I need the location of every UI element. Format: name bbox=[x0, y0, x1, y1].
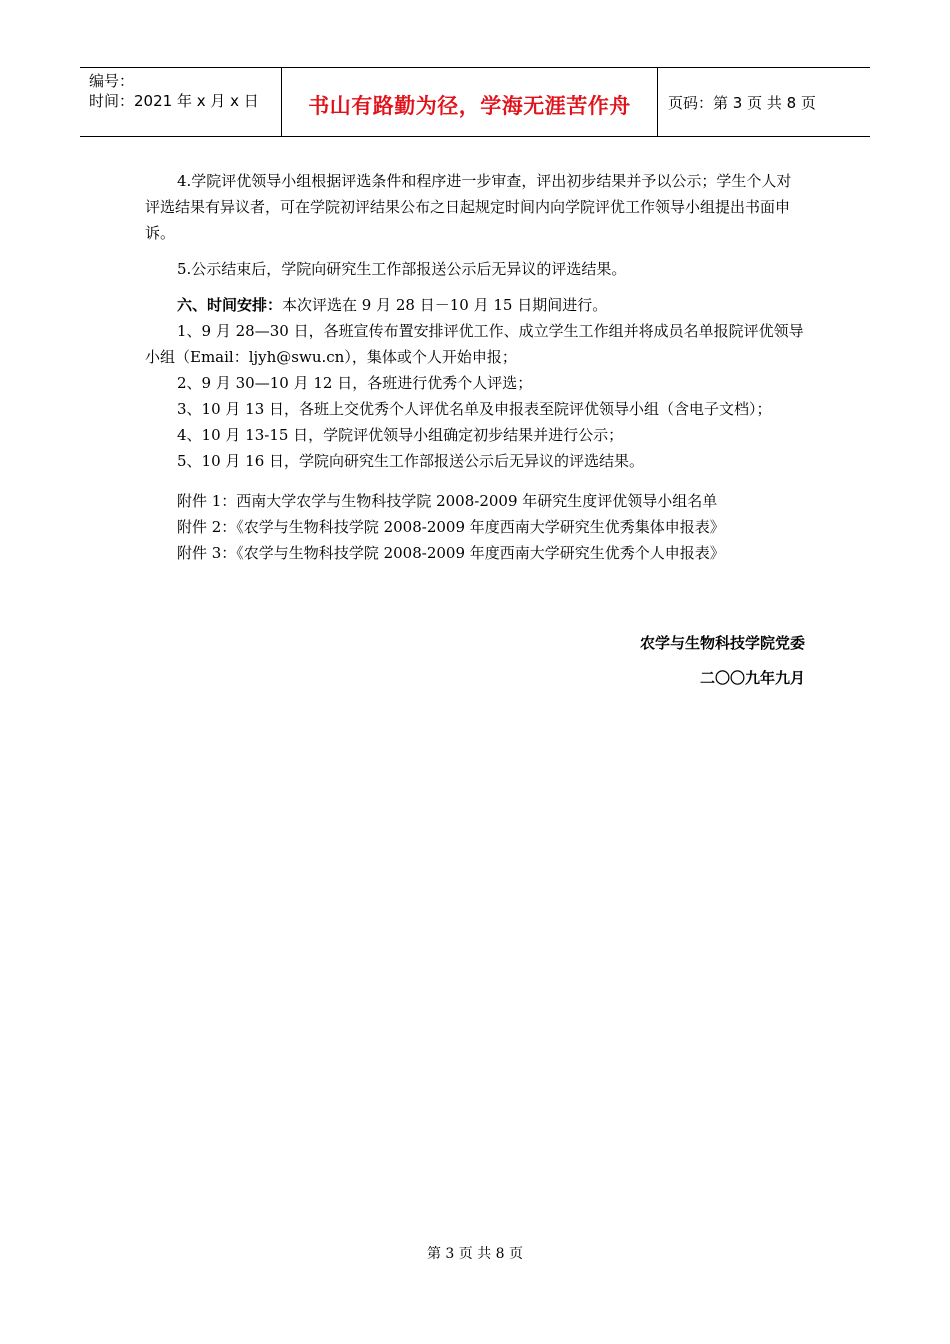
schedule-item: 5、10 月 16 日，学院向研究生工作部报送公示后无异议的评选结果。 bbox=[177, 452, 645, 470]
header-number: 编号： bbox=[89, 72, 135, 90]
attachment-item: 附件 1：西南大学农学与生物科技学院 2008-2009 年研究生度评优领导小组名单 bbox=[177, 492, 718, 510]
paragraph-4: 4.学院评优领导小组根据评选条件和程序进一步审查，评出初步结果并予以公示；学生个人对评选结果有异议者，可在学院初评结果公布之日起规定时间内向学院评优工作领导小组提出书面申诉。 bbox=[145, 172, 792, 242]
schedule-item: 3、10 月 13 日，各班上交优秀个人评优名单及申报表至院评优领导小组（含电子文档）； bbox=[177, 400, 772, 418]
header-page-cell bbox=[658, 68, 870, 136]
signature-date: 二〇〇九年九月 bbox=[699, 669, 805, 687]
document-body bbox=[145, 168, 805, 566]
paragraph-5: 5.公示结束后，学院向研究生工作部报送公示后无异议的评选结果。 bbox=[177, 260, 627, 278]
header-page-number: 页码：第 3 页 共 8 页 bbox=[668, 93, 816, 112]
header-motto: 书山有路勤为径，学海无涯苦作舟 bbox=[308, 94, 631, 118]
section-6-text: 本次评选在 9 月 28 日－10 月 15 日期间进行。 bbox=[282, 296, 608, 314]
schedule-item: 4、10 月 13-15 日，学院评优领导小组确定初步结果并进行公示； bbox=[177, 426, 624, 444]
attachment-item: 附件 2：《农学与生物科技学院 2008-2009 年度西南大学研究生优秀集体申报表》 bbox=[177, 518, 725, 536]
header-motto-cell bbox=[282, 68, 658, 136]
signature-org: 农学与生物科技学院党委 bbox=[639, 634, 805, 652]
page-header bbox=[80, 67, 870, 137]
schedule-item: 2、9 月 30—10 月 12 日，各班进行优秀个人评选； bbox=[177, 374, 533, 392]
schedule-item: 1、9 月 28—30 日，各班宣传布置安排评优工作、成立学生工作组并将成员名单报院评优领导小组（Email：ljyh@swu.cn），集体或个人开始申报； bbox=[145, 322, 804, 366]
header-time: 时间：2021 年 x 月 x 日 bbox=[89, 92, 259, 110]
attachments-list bbox=[145, 488, 805, 566]
header-meta bbox=[80, 68, 282, 136]
section-6-title: 六、时间安排： bbox=[177, 296, 283, 314]
section-6 bbox=[145, 292, 805, 318]
page-footer: 第 3 页 共 8 页 bbox=[426, 1246, 524, 1262]
attachment-item: 附件 3：《农学与生物科技学院 2008-2009 年度西南大学研究生优秀个人申报表》 bbox=[177, 544, 725, 562]
